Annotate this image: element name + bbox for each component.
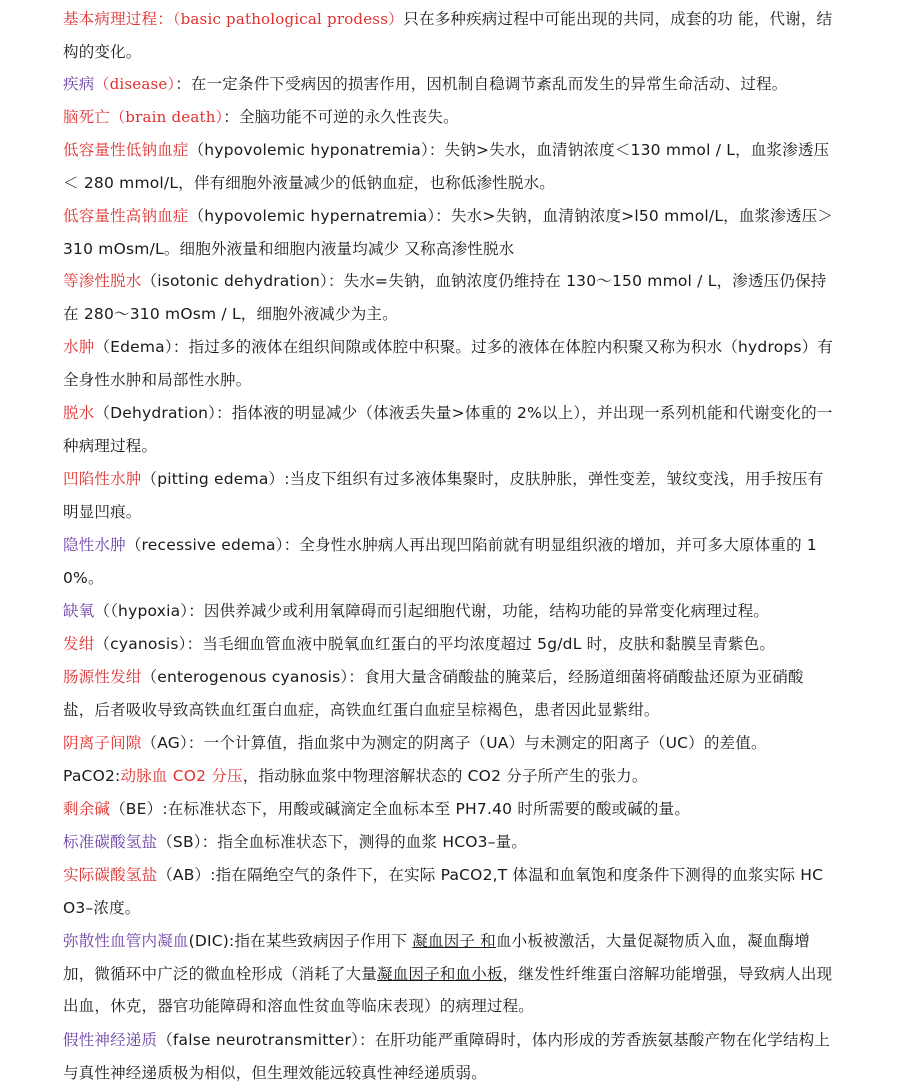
definition-part: 血小板被激活，大量促凝物质入血，凝血酶增加，微循环中广泛的微血栓形成（消耗了大量 (63, 932, 810, 983)
term: 脱水 (63, 404, 95, 422)
definition-underlined: 凝血因子和血小板 (377, 964, 503, 983)
definition-underlined: 凝血因子 和 (412, 932, 496, 950)
entry-dic (63, 925, 835, 1023)
term-english: （Dehydration） (94, 404, 217, 422)
term: 等渗性脱水 (63, 272, 142, 290)
entry-recessive-edema (63, 529, 835, 594)
definition: ：指全血标准状态下，测得的血浆 HCO3–量。 (201, 833, 528, 851)
term: 基本病理过程： (63, 10, 173, 28)
term-english: (DIC) (188, 932, 230, 950)
definition: ：指过多的液体在组织间隙或体腔中积聚。过多的液体在体腔内积聚又称为积水（hydrops）有全身性水肿和局部性水肿。 (63, 338, 834, 389)
term-english: （basic pathological prodess） (172, 10, 404, 28)
term: 肠源性发绀 (63, 668, 142, 686)
term-english: （（hypoxia） (94, 602, 189, 620)
definition: ：在肝功能严重障碍时，体内形成的芳香族氨基酸产物在化学结构上与真性神经递质极为相似，但生理效能远较真性神经递质弱。 (63, 1031, 831, 1082)
term-english: （cyanosis） (94, 635, 187, 653)
term: 弥散性血管内凝血 (63, 932, 189, 950)
term-english: （AB） (157, 866, 211, 884)
term: 假性神经递质 (63, 1031, 158, 1049)
entry-isotonic-dehydration (63, 265, 835, 330)
entry-brain-death (63, 101, 835, 134)
definition: ：失水>失钠，血清钠浓度>l50 mmol/L，血浆渗透压＞310 mOsm/L。细胞外液量和细胞内液量均减少 又称高渗性脱水 (63, 207, 834, 258)
definition: :在标准状态下，用酸或碱滴定全血标本至 PH7.40 时所需要的酸或碱的量。 (162, 800, 691, 818)
definition-part: ，继发性纤维蛋白溶解功能增强，导致病人出现出血，休克，器官功能障碍和溶血性贫血等临床表现）的病理过程。 (63, 964, 833, 1015)
term: 脑死亡 (63, 108, 111, 126)
term-english: （recessive edema） (125, 536, 284, 554)
entry-dehydration (63, 397, 835, 462)
term-english: （SB） (157, 833, 202, 851)
definition: ：失水=失钠，血钠浓度仍维持在 130～150 mmol / L，渗透压仍保持在 280～310 mOsm / L，细胞外液减少为主。 (63, 272, 827, 323)
definition: ：因供养减少或利用氧障碍而引起细胞代谢，功能，结构功能的异常变化病理过程。 (188, 602, 770, 620)
entry-standard-bicarbonate (63, 826, 835, 859)
term-english: （brain death） (110, 108, 224, 126)
term-english: （hypovolemic hyponatremia） (188, 141, 429, 159)
term: 疾病 (63, 75, 95, 93)
entry-false-neurotransmitter (63, 1024, 835, 1089)
definition: ：全脑功能不可逆的永久性丧失。 (223, 108, 459, 126)
entry-disease (63, 68, 835, 101)
entry-hypovolemic-hyponatremia (63, 134, 835, 199)
term: 水肿 (63, 338, 95, 356)
definition-part: :指在某些致病因子作用下 (229, 932, 413, 950)
definition: ：一个计算值，指血浆中为测定的阴离子（UA）与未测定的阳离子（UC）的差值。 (187, 734, 767, 752)
term-separator: ， (242, 767, 259, 785)
entry-anion-gap (63, 727, 835, 760)
term-english: （hypovolemic hypernatremia） (188, 207, 436, 225)
term-prefix: PaCO2: (63, 767, 121, 785)
term: 隐性水肿 (63, 536, 126, 554)
definition: ：失钠>失水，血清钠浓度＜130 mmol / L，血浆渗透压＜ 280 mmol/L，伴有细胞外液量减少的低钠血症，也称低渗性脱水。 (63, 141, 830, 192)
definition: ：当毛细血管血液中脱氧血红蛋白的平均浓度超过 5g/dL 时，皮肤和黏膜呈青紫色。 (186, 635, 776, 653)
term: 凹陷性水肿 (63, 470, 142, 488)
entry-paco2 (63, 760, 835, 793)
term: 标准碳酸氢盐 (63, 833, 158, 851)
term-english: （BE） (110, 800, 163, 818)
entry-cyanosis (63, 628, 835, 661)
term-english: （AG） (141, 734, 188, 752)
term-english: （pitting edema） (141, 470, 285, 488)
definition: ：全身性水肿病人再出现凹陷前就有明显组织液的增加，并可多大原体重的 10%。 (63, 536, 817, 587)
term-english: （isotonic dehydration） (141, 272, 328, 290)
definition: :指在隔绝空气的条件下，在实际 PaCO2,T 体温和血氧饱和度条件下测得的血浆实际 HCO3–浓度。 (63, 866, 824, 917)
term: 实际碳酸氢盐 (63, 866, 158, 884)
definition: 指动脉血浆中物理溶解状态的 CO2 分子所产生的张力。 (258, 767, 648, 785)
entry-hypoxia (63, 595, 835, 628)
term-english: （enterogenous cyanosis） (141, 668, 349, 686)
entry-pitting-edema (63, 463, 835, 528)
definition: 只在多种疾病过程中可能出现的共同，成套的功 能，代谢，结构的变化。 (63, 10, 833, 61)
term: 剩余碱 (63, 800, 111, 818)
entry-edema (63, 331, 835, 396)
entry-basic-pathological-process (63, 3, 835, 68)
definition: :当皮下组织有过多液体集聚时，皮肤肿胀，弹性变差，皱纹变浅，用手按压有明显凹痕。 (63, 470, 824, 521)
term-english: （false neurotransmitter） (157, 1031, 360, 1049)
term: 缺氧 (63, 602, 95, 620)
term: 发绀 (63, 635, 95, 653)
term: 低容量性高钠血症 (63, 207, 189, 225)
entry-base-excess (63, 793, 835, 826)
term: 低容量性低钠血症 (63, 141, 189, 159)
term-english: （disease） (94, 75, 176, 93)
definition: ：在一定条件下受病因的损害作用，因机制自稳调节紊乱而发生的异常生命活动、过程。 (175, 75, 788, 93)
definition: ：食用大量含硝酸盐的腌菜后，经肠道细菌将硝酸盐还原为亚硝酸盐，后者吸收导致高铁血红蛋白血症，高铁血红蛋白血症呈棕褐色，患者因此显紫绀。 (63, 668, 804, 719)
entry-hypovolemic-hypernatremia (63, 200, 835, 265)
entry-actual-bicarbonate (63, 859, 835, 924)
entry-enterogenous-cyanosis (63, 661, 835, 726)
term: 动脉血 CO2 分压 (120, 767, 243, 785)
term-english: （Edema） (94, 338, 173, 356)
term: 阴离子间隙 (63, 734, 142, 752)
definition: ：指体液的明显减少（体液丢失量>体重的 2%以上），并出现一系列机能和代谢变化的一种病理过程。 (63, 404, 833, 455)
